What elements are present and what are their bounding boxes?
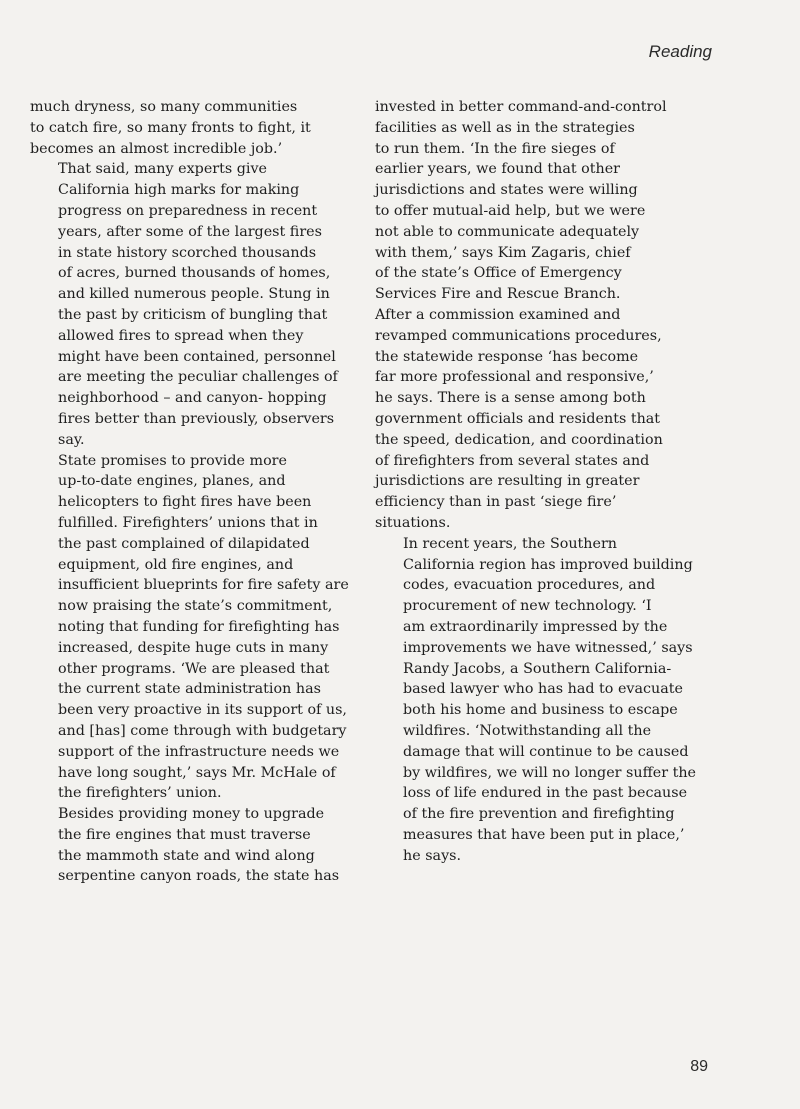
text-line: damage that will continue to be caused	[403, 743, 689, 760]
text-line: government officials and residents that	[375, 410, 661, 427]
text-line: invested in better command-and-control	[375, 99, 667, 115]
page-number: 89	[690, 1058, 708, 1075]
text-line: support of the infrastructure needs we	[58, 743, 340, 760]
text-line: codes, evacuation procedures, and	[403, 577, 656, 594]
text-line: wildfires. ‘Notwithstanding all the	[403, 722, 652, 739]
text-line: equipment, old fire engines, and	[58, 556, 294, 573]
text-line: insufficient blueprints for fire safety are	[58, 577, 349, 594]
text-line: noting that funding for firefighting has	[58, 618, 340, 635]
text-line: allowed fires to spread when they	[58, 327, 304, 344]
text-line: After a commission examined and	[375, 306, 621, 323]
text-line: not able to communicate adequately	[375, 223, 640, 240]
text-line: California high marks for making	[58, 182, 300, 199]
text-line: State promises to provide more	[58, 452, 287, 469]
text-line: the statewide response ‘has become	[375, 348, 639, 365]
text-line: the firefighters’ union.	[58, 785, 222, 802]
text-line: facilities as well as in the strategies	[375, 119, 635, 136]
text-line: are meeting the peculiar challenges of	[58, 369, 338, 386]
text-line: fires better than previously, observers	[58, 410, 335, 427]
text-line: to offer mutual-aid help, but we were	[375, 202, 646, 219]
right-column	[375, 97, 715, 866]
text-line: That said, many experts give	[58, 161, 268, 178]
text-line: might have been contained, personnel	[58, 348, 336, 365]
text-line: and killed numerous people. Stung in	[58, 286, 330, 303]
text-line: revamped communications procedures,	[375, 327, 662, 344]
text-line: the current state administration has	[58, 681, 321, 698]
text-line: the mammoth state and wind along	[58, 847, 315, 864]
text-line: efficiency than in past ‘siege fire’	[375, 494, 617, 511]
text-line: other programs. ‘We are pleased that	[58, 660, 330, 677]
text-line: helicopters to fight fires have been	[58, 494, 312, 511]
text-line: up-to-date engines, planes, and	[58, 473, 286, 490]
text-line: and [has] come through with budgetary	[58, 722, 347, 739]
text-line: both his home and business to escape	[403, 702, 678, 719]
left-column	[30, 97, 362, 887]
text-line: now praising the state’s commitment,	[58, 598, 333, 615]
text-line: am extraordinarily impressed by the	[403, 618, 668, 635]
text-line: neighborhood – and canyon- hopping	[58, 390, 327, 407]
paragraph	[375, 534, 715, 867]
text-line: the fire engines that must traverse	[58, 826, 311, 843]
text-line: to catch fire, so many fronts to fight, it	[30, 119, 311, 136]
text-line: loss of life endured in the past because	[403, 785, 688, 802]
text-line: have long sought,’ says Mr. McHale of	[58, 764, 336, 781]
text-line: with them,’ says Kim Zagaris, chief	[375, 244, 631, 261]
text-line: earlier years, we found that other	[375, 161, 621, 178]
section-header: Reading	[648, 42, 712, 61]
text-line: been very proactive in its support of us,	[58, 702, 347, 719]
text-line: by wildfires, we will no longer suffer the	[403, 764, 697, 781]
text-line: progress on preparedness in recent	[58, 202, 318, 219]
text-line: In recent years, the Southern	[403, 535, 618, 552]
text-line: California region has improved building	[403, 556, 693, 573]
text-line: the speed, dedication, and coordination	[375, 431, 663, 448]
paragraph	[30, 97, 362, 159]
text-line: to run them. ‘In the fire sieges of	[375, 140, 615, 157]
text-line: jurisdictions are resulting in greater	[375, 473, 640, 490]
text-line: in state history scorched thousands	[58, 244, 317, 261]
paragraph	[30, 159, 362, 450]
text-line: fulfilled. Firefighters’ unions that in	[58, 514, 318, 531]
text-line: the past by criticism of bungling that	[58, 306, 328, 323]
text-line: improvements we have witnessed,’ says	[403, 639, 693, 656]
text-line: increased, despite huge cuts in many	[58, 639, 329, 656]
text-line: he says. There is a sense among both	[375, 390, 646, 407]
text-line: say.	[58, 431, 85, 448]
text-line: of the fire prevention and firefighting	[403, 806, 675, 823]
text-line: serpentine canyon roads, the state has	[58, 868, 340, 885]
paragraph	[30, 804, 362, 887]
text-line: procurement of new technology. ‘I	[403, 598, 652, 615]
text-line: much dryness, so many communities	[30, 99, 298, 115]
text-line: becomes an almost incredible job.’	[30, 140, 283, 157]
text-line: Besides providing money to upgrade	[58, 806, 325, 823]
text-line: of the state’s Office of Emergency	[375, 265, 622, 282]
text-line: based lawyer who has had to evacuate	[403, 681, 683, 698]
paragraph	[30, 451, 362, 805]
text-line: Services Fire and Rescue Branch.	[375, 286, 621, 303]
text-line: of firefighters from several states and	[375, 452, 650, 469]
text-line: situations.	[375, 514, 451, 531]
text-line: jurisdictions and states were willing	[375, 182, 638, 199]
text-line: years, after some of the largest fires	[58, 223, 322, 240]
text-line: far more professional and responsive,’	[375, 369, 654, 386]
text-line: of acres, burned thousands of homes,	[58, 265, 331, 282]
text-line: he says.	[403, 847, 462, 864]
text-line: measures that have been put in place,’	[403, 826, 685, 843]
paragraph	[375, 97, 715, 534]
text-line: the past complained of dilapidated	[58, 535, 310, 552]
text-line: Randy Jacobs, a Southern California-	[403, 660, 672, 677]
